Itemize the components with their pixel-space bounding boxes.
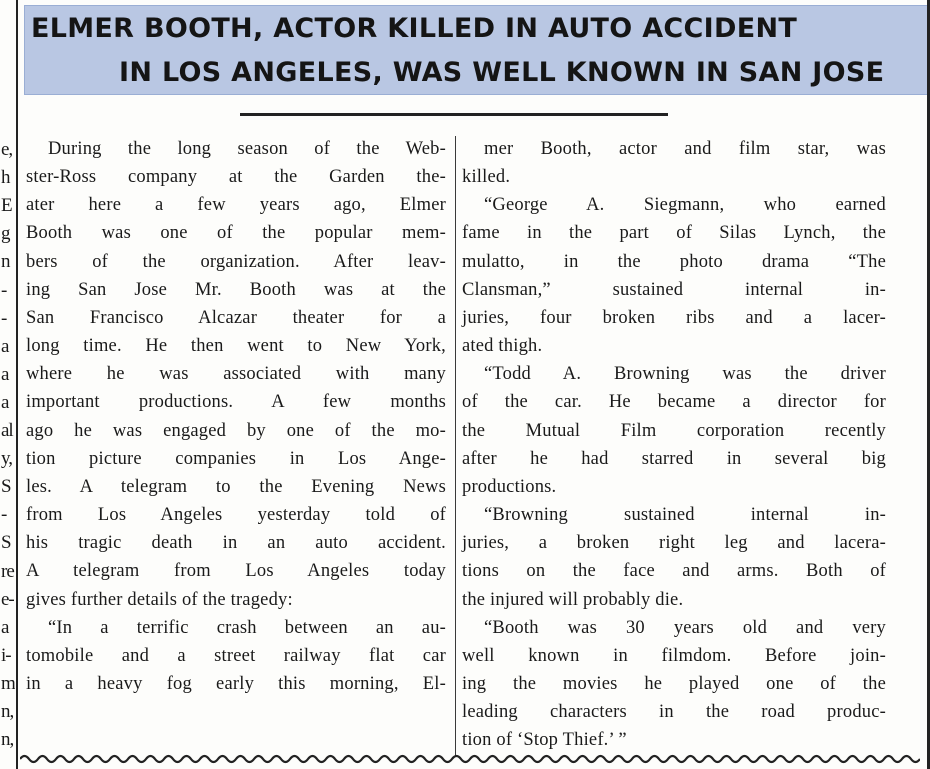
article-line: the Mutual Film corporation recently [462, 420, 886, 441]
fragment-text: i- [1, 645, 11, 665]
article-line: his tragic death in an auto accident. [26, 533, 446, 554]
article-line: San Francisco Alcazar theater for a [26, 307, 446, 328]
article-column-left [26, 135, 446, 698]
article-line: Booth was one of the popular mem- [26, 223, 446, 244]
article-line: from Los Angeles yesterday told of [26, 505, 446, 526]
article-line: mer Booth, actor and film star, was [484, 139, 886, 159]
article-line: ster-Ross company at the Garden the- [26, 167, 446, 188]
article-line: after he had starred in several big [462, 448, 886, 469]
fragment-text: - [1, 505, 7, 525]
article-line: of the car. He became a director for [462, 392, 886, 413]
fragment-text: g [1, 224, 10, 244]
article-column-right [462, 135, 886, 754]
article-line: “Todd A. Browning was the driver [484, 364, 886, 385]
fragment-text: S [1, 533, 11, 553]
article-line: productions. [462, 476, 557, 497]
article-line: in a heavy fog early this morning, El- [26, 673, 446, 694]
fragment-text: - [1, 308, 7, 328]
article-line: ated thigh. [462, 336, 543, 357]
fragment-text: m [1, 673, 15, 693]
headline-line-1: ELMER BOOTH, ACTOR KILLED IN AUTO ACCIDENT [31, 13, 798, 44]
fragment-text: h [1, 168, 10, 188]
article-line: leading characters in the road produc- [462, 702, 886, 723]
article-line: “In a terrific crash between an au- [48, 617, 446, 638]
headline-line-2: IN LOS ANGELES, WAS WELL KNOWN IN SAN JOSE [119, 57, 885, 88]
article-line: Clansman,” sustained internal in- [462, 279, 886, 300]
article-line: mulatto, in the photo drama “The [462, 251, 886, 272]
fragment-text: n [1, 252, 10, 272]
article-line: fame in the part of Silas Lynch, the [462, 223, 886, 244]
fragment-text: a [1, 336, 9, 356]
fragment-text: al [1, 421, 13, 440]
article-line: where he was associated with many [26, 364, 446, 385]
article-line: les. A telegram to the Evening News [26, 476, 446, 497]
fragment-text: n, [1, 730, 14, 750]
article-line: killed. [462, 167, 511, 188]
fragment-text: y, [1, 449, 13, 469]
column-divider [455, 136, 456, 756]
article-line: tions on the face and arms. Both of [462, 561, 886, 582]
article-line: important productions. A few months [26, 392, 446, 413]
fragment-text: S [1, 477, 11, 497]
article-line: During the long season of the Web- [48, 139, 446, 159]
article-line: ing San Jose Mr. Booth was at the [26, 279, 446, 300]
fragment-text: e, [1, 140, 13, 159]
fragment-text: n, [1, 702, 14, 721]
article-line: “Browning sustained internal in- [484, 505, 886, 526]
headline-box [24, 5, 928, 95]
fragment-text: a [1, 364, 9, 384]
article-line: ing the movies he played one of the [462, 673, 886, 694]
fragment-text: a [1, 617, 9, 637]
fragment-text: E [1, 196, 12, 216]
article-line: A telegram from Los Angeles today [26, 561, 446, 582]
article-line: gives further details of the tragedy: [26, 589, 293, 610]
fragment-text: e- [1, 589, 14, 609]
fragment-text: re [1, 561, 14, 581]
article-line: the injured will probably die. [462, 589, 684, 610]
article-line: “Booth was 30 years old and very [484, 617, 886, 638]
article-line: tomobile and a street railway flat car [26, 645, 446, 666]
article-line: tion of ‘Stop Thief.’ ” [462, 730, 627, 751]
bottom-border-ornament [20, 752, 920, 766]
article-line: tion picture companies in Los Ange- [26, 448, 446, 469]
fragment-text: a [1, 392, 9, 412]
article-line: ago he was engaged by one of the mo- [26, 420, 446, 441]
article-line: ater here a few years ago, Elmer [26, 195, 446, 216]
article-line: long time. He then went to New York, [26, 336, 446, 357]
article-line: “George A. Siegmann, who earned [484, 195, 886, 216]
fragment-text: - [1, 280, 7, 300]
article-line: bers of the organization. After leav- [26, 251, 446, 272]
article-line: well known in filmdom. Before join- [462, 645, 886, 666]
headline-rule [240, 113, 668, 116]
article-line: juries, four broken ribs and a lacer- [462, 307, 886, 328]
article-line: juries, a broken right leg and lacera- [462, 533, 886, 554]
adjacent-column-fragment [0, 0, 18, 769]
